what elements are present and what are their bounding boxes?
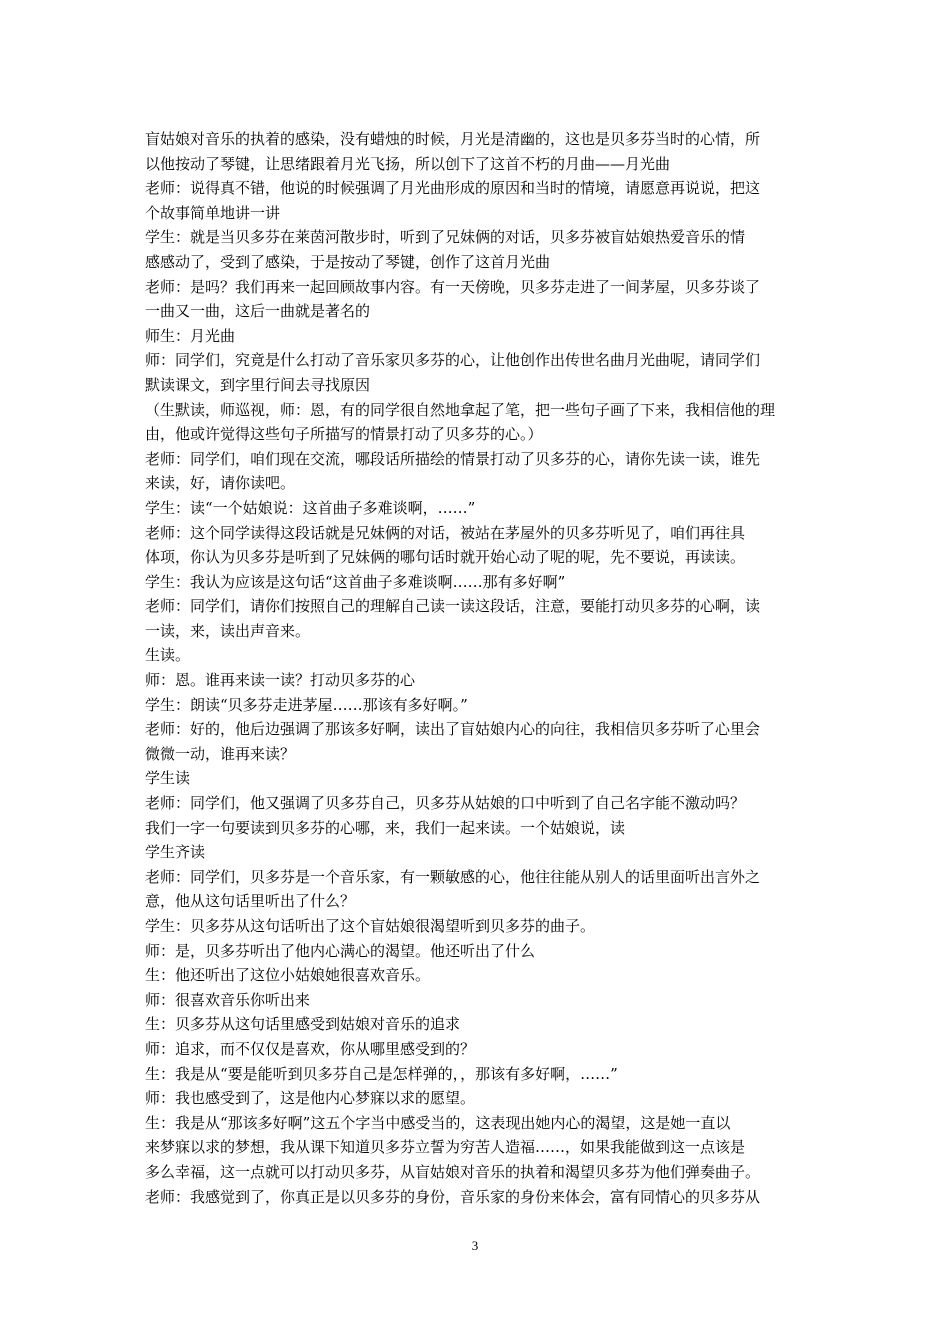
text-line: 师生：月光曲: [145, 326, 236, 345]
text-line: 生读。: [145, 646, 191, 665]
text-line: 学生：读“一个姑娘说：这首曲子多难谈啊，……”: [145, 498, 476, 517]
text-line: 老师：同学们，他又强调了贝多芬自己，贝多芬从姑娘的口中听到了自己名字能不激动吗？: [145, 794, 746, 813]
text-line: 师：我也感受到了，这是他内心梦寐以求的愿望。: [145, 1089, 476, 1108]
text-line: 一曲又一曲，这后一曲就是著名的: [145, 302, 371, 321]
page-number: 3: [471, 1238, 479, 1253]
text-line: 来梦寐以求的梦想，我从课下知道贝多芬立誓为穷苦人造福……，如果我能做到这一点该是: [145, 1138, 746, 1157]
text-line: 学生：我认为应该是这句话“这首曲子多难谈啊……那有多好啊”: [145, 572, 566, 591]
text-line: 感感动了，受到了感染，于是按动了琴键，创作了这首月光曲: [145, 252, 551, 271]
text-line: 意，他从这句话里听出了什么？: [145, 892, 356, 911]
text-line: 学生：就是当贝多芬在莱茵河散步时，听到了兄妹俩的对话，贝多芬被盲姑娘热爱音乐的情: [145, 228, 746, 247]
text-line: 个故事简单地讲一讲: [145, 203, 281, 222]
text-line: 体项，你认为贝多芬是听到了兄妹俩的哪句话时就开始心动了呢的呢，先不要说，再读读。: [145, 548, 746, 567]
text-line: 老师：是吗？我们再来一起回顾故事内容。有一天傍晚，贝多芬走进了一间茅屋，贝多芬谈了: [145, 277, 761, 296]
text-line: 学生：贝多芬从这句话听出了这个盲姑娘很渴望听到贝多芬的曲子。: [145, 917, 596, 935]
text-line: 老师：我感觉到了，你真正是以贝多芬的身份，音乐家的身份来体会，富有同情心的贝多芬从: [145, 1187, 761, 1206]
text-line: 师：是，贝多芬听出了他内心满心的渴望。他还听出了什么: [145, 941, 536, 960]
text-line: 来读，好，请你读吧。: [145, 474, 296, 493]
text-line: 学生读: [145, 769, 191, 788]
text-line: 由，他或许觉得这些句子所描写的情景打动了贝多芬的心。）: [145, 425, 543, 444]
text-line: 我们一字一句要读到贝多芬的心哪，来，我们一起来读。一个姑娘说，读: [145, 818, 626, 837]
text-line: 生：他还听出了这位小姑娘她很喜欢音乐。: [145, 966, 431, 985]
text-line: 默读课文，到字里行间去寻找原因: [145, 375, 371, 394]
text-line: 生：我是从“那该多好啊”这五个字当中感受当的，这表现出她内心的渴望，这是她一直以: [145, 1113, 731, 1132]
text-line: 老师：同学们，咱们现在交流，哪段话所描绘的情景打动了贝多芬的心，请你先读一读，谁先: [145, 449, 761, 468]
text-line: 师：同学们，究竟是什么打动了音乐家贝多芬的心，让他创作出传世名曲月光曲呢，请同学们: [145, 351, 761, 370]
text-line: 多么幸福，这一点就可以打动贝多芬，从盲姑娘对音乐的执着和渴望贝多芬为他们弹奏曲子。: [145, 1162, 761, 1181]
text-line: 老师：好的，他后边强调了那该多好啊，读出了盲姑娘内心的向往，我相信贝多芬听了心里会: [145, 720, 761, 739]
text-line: 师：恩。谁再来读一读？打动贝多芬的心: [145, 671, 416, 690]
text-line: 生：贝多芬从这句话里感受到姑娘对音乐的追求: [145, 1015, 461, 1034]
text-line: 生：我是从“要是能听到贝多芬自己是怎样弹的，，那该有多好啊，……”: [145, 1064, 618, 1083]
document-body: [145, 127, 810, 1209]
text-line: 微微一动，谁再来读？: [145, 744, 296, 763]
text-line: 师：很喜欢音乐你听出来: [145, 990, 311, 1009]
text-line: 学生齐读: [145, 843, 206, 862]
text-line: 老师：说得真不错，他说的时候强调了月光曲形成的原因和当时的情境，请愿意再说说，把这: [145, 179, 761, 198]
text-line: 老师：同学们，贝多芬是一个音乐家，有一颗敏感的心，他往往能从别人的话里面听出言外之: [145, 867, 761, 886]
text-line: 师：追求，而不仅仅是喜欢，你从哪里感受到的？: [145, 1039, 476, 1058]
text-line: 老师：这个同学读得这段话就是兄妹俩的对话，被站在茅屋外的贝多芬听见了，咱们再往具: [145, 523, 746, 542]
text-line: 老师：同学们，请你们按照自己的理解自己读一读这段话，注意，要能打动贝多芬的心啊，读: [145, 597, 761, 616]
text-line: 以他按动了琴键，让思绪跟着月光飞扬，所以创下了这首不朽的月曲——月光曲: [145, 154, 671, 173]
text-line: 一读，来，读出声音来。: [145, 621, 311, 640]
text-line: （生默读，师巡视，师：恩，有的同学很自然地拿起了笔，把一些句子画了下来，我相信他的理: [145, 400, 776, 419]
text-line: 学生：朗读“贝多芬走进茅屋……那该有多好啊。”: [145, 695, 468, 714]
text-line: 盲姑娘对音乐的执着的感染，没有蜡烛的时候，月光是清幽的，这也是贝多芬当时的心情，所: [145, 130, 761, 148]
